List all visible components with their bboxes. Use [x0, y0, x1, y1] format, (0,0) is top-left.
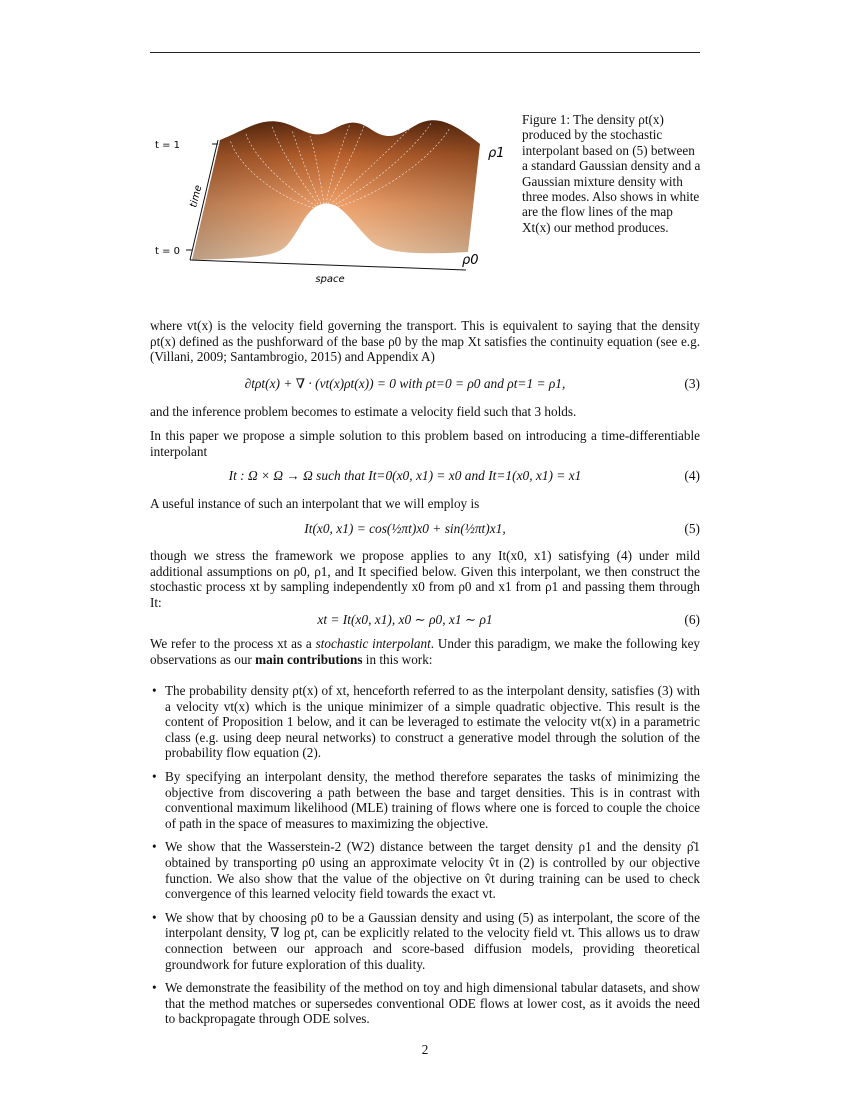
contrib-text-b: . Under this paradigm, we make the following key observations as our	[150, 636, 701, 667]
contrib-text-a: We refer to the process xt as a	[150, 636, 316, 651]
list-item	[150, 910, 700, 972]
list-item	[150, 980, 700, 1027]
list-item	[150, 839, 700, 901]
header-rule	[150, 52, 700, 53]
space-axis	[190, 260, 466, 270]
equation-5-number: (5)	[684, 521, 700, 536]
contrib-text-italic: stochastic interpolant	[315, 636, 431, 651]
time-axis-label: time	[188, 184, 205, 209]
density-surface-plot	[150, 100, 510, 300]
contrib-text-c: in this work:	[362, 651, 433, 667]
equation-3-expr: ∂tρt(x) + ∇ · (vt(x)ρt(x)) = 0 with ρt=0 = ρ0 and ρt=1 = ρ1,	[244, 376, 566, 391]
equation-4-number: (4)	[684, 468, 700, 483]
contrib-text-bold: main contributions	[255, 651, 363, 667]
list-item-text: By specifying an interpolant density, the method therefore separates the tasks of minimizing the objective from discovering a path between the base and target densities. This is in contrast with conventional maximum likelihood (MLE) training of flows where one is forced to couple the choice of path in the space of measures to maximizing the objective.	[165, 768, 700, 831]
paragraph-inference: and the inference problem becomes to estimate a velocity field such that 3 holds.	[150, 404, 577, 419]
rho1-label: ρ1	[488, 146, 505, 161]
bullet-marker: •	[152, 909, 157, 925]
equation-5	[150, 521, 700, 539]
list-item	[150, 769, 700, 831]
bullet-marker: •	[152, 980, 157, 996]
bullet-marker: •	[152, 839, 157, 855]
equation-6-number: (6)	[684, 612, 700, 627]
paragraph-velocity-field: where vt(x) is the velocity field governing the transport. This is equivalent to saying that the density ρt(x) defined as the pushforward of the base ρ0 by the map Xt satisfies the continuity equation (see e.g. (Villani, 2009; Santambrogio, 2015) and Appendix A)	[150, 318, 700, 365]
list-item	[150, 683, 700, 761]
space-axis-label: space	[315, 274, 345, 285]
equation-6-expr: xt = It(x0, x1), x0 ∼ ρ0, x1 ∼ ρ1	[317, 612, 493, 627]
equation-3	[150, 376, 700, 394]
equation-4-expr: It : Ω × Ω → Ω such that It=0(x0, x1) = x0 and It=1(x0, x1) = x1	[228, 468, 582, 483]
equation-3-number: (3)	[684, 376, 700, 391]
contributions-list	[150, 683, 700, 1035]
bullet-marker: •	[152, 768, 157, 784]
list-item-text: The probability density ρt(x) of xt, henceforth referred to as the interpolant density, satisfies (3) with a velocity vt(x) which is the unique minimizer of a simple quadratic objective. This result is the content of Proposition 1 below, and it can be leveraged to estimate the velocity vt(x) in a parametric class (e.g. using deep neural networks) to construct a generative model through the solution of the probability flow equation (2).	[165, 683, 700, 761]
t1-label: t = 1	[154, 140, 180, 151]
equation-5-expr: It(x0, x1) = cos(½πt)x0 + sin(½πt)x1,	[304, 521, 506, 536]
equation-6	[150, 612, 700, 630]
list-item-text: We demonstrate the feasibility of the method on toy and high dimensional tabular datasets, and show that the method matches or supersedes conventional ODE flows at lower cost, as it avoids the need to backpropagate through ODE solves.	[165, 980, 700, 1027]
paragraph-proposal: In this paper we propose a simple solution to this problem based on introducing a time-differentiable interpolant	[150, 428, 700, 459]
bullet-marker: •	[152, 683, 157, 698]
paragraph-contributions-intro	[150, 636, 700, 667]
rho0-label: ρ0	[462, 253, 479, 268]
page-number: 2	[421, 1042, 429, 1057]
t0-label: t = 0	[154, 246, 180, 257]
equation-4	[150, 468, 700, 486]
paragraph-instance: A useful instance of such an interpolant that we will employ is	[150, 496, 480, 511]
list-item-text: We show that by choosing ρ0 to be a Gaussian density and using (5) as interpolant, the score of the interpolant density, ∇ log ρt, can be explicitly related to the velocity field vt. This allows us to draw connection between our approach and score-based diffusion models, providing theoretical groundwork for future exploration of this duality.	[165, 909, 700, 972]
paragraph-framework: though we stress the framework we propose applies to any It(x0, x1) satisfying (4) under mild additional assumptions on ρ0, ρ1, and It specified below. Given this interpolant, we then construct the stochastic process xt by sampling independently x0 from ρ0 and x1 from ρ1 and passing them through It:	[150, 548, 700, 610]
figure-1	[150, 100, 510, 300]
list-item-text: We show that the Wasserstein-2 (W2) distance between the target density ρ1 and the density ρ̂1 obtained by transporting ρ0 using an approximate velocity v̂t in (2) is controlled by our objective function. We also show that the value of the objective on v̂t during training can be used to check convergence of this learned velocity field towards the exact vt.	[165, 839, 700, 902]
figure-caption: Figure 1: The density ρt(x) produced by the stochastic interpolant based on (5) between a standard Gaussian density and a Gaussian mixture density with three modes. Also shows in white are the flow lines of the map Xt(x) our method produces.	[522, 112, 701, 235]
